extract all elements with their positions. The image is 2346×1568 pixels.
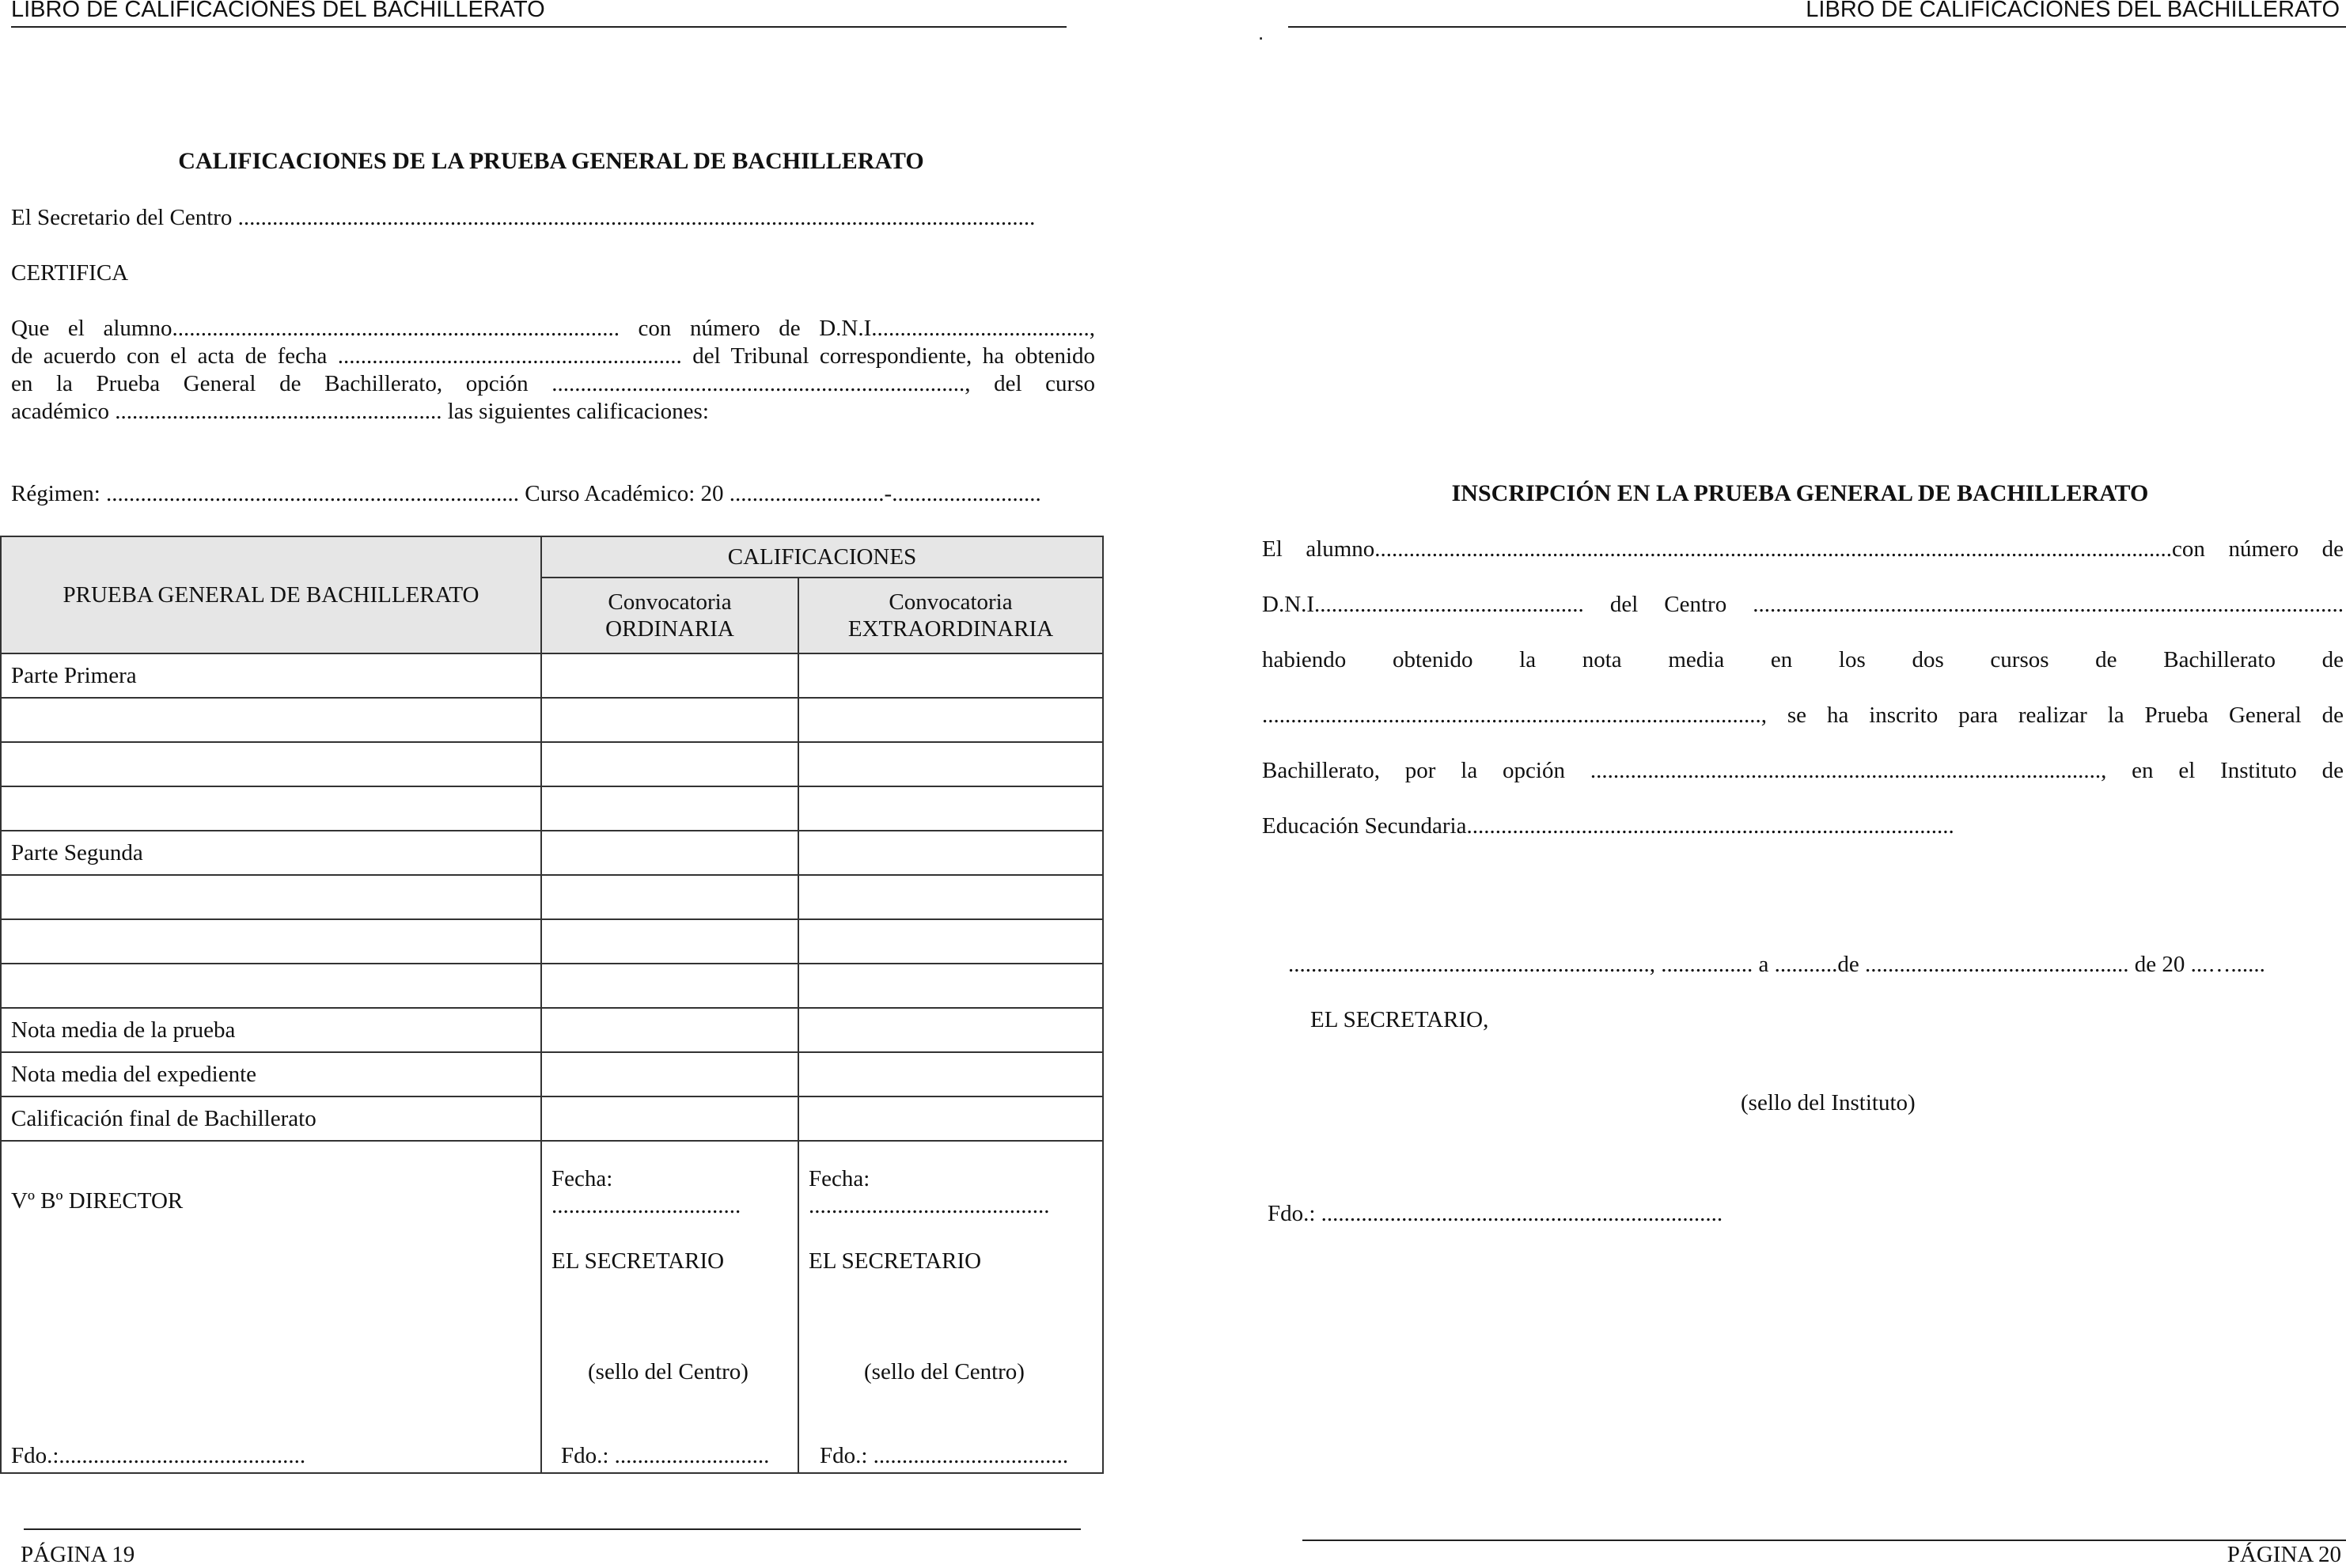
grade-extraordinaria-cell[interactable] [798, 742, 1103, 786]
left-header-rule [11, 26, 1067, 28]
right-header-mark: . [1258, 21, 1264, 44]
certifica-label: CERTIFICA [11, 260, 129, 286]
certify-line-2: de acuerdo con el acta de fecha ............................................................ del Tribunal correspondiente, ha obtenido [11, 343, 1095, 369]
inscription-line-5: Bachillerato, por la opción ........................................................................................., en el Instituto de [1262, 758, 2344, 783]
director-label: Vº Bº DIRECTOR [11, 1188, 184, 1214]
table-row [1, 919, 1103, 964]
table-header-calificaciones: CALIFICACIONES [541, 536, 1103, 578]
table-header-exam: PRUEBA GENERAL DE BACHILLERATO [1, 536, 541, 653]
row-label[interactable] [1, 786, 541, 831]
row-label: Nota media del expediente [1, 1052, 541, 1096]
table-row [1, 1052, 1103, 1096]
table-header-ordinaria [541, 578, 798, 653]
grade-ordinaria-cell[interactable] [541, 1052, 798, 1096]
grade-extraordinaria-cell[interactable] [798, 1052, 1103, 1096]
certify-line-1: Que el alumno.............................................................................. con número de D.N.I......................................, [11, 316, 1095, 341]
table-row [1, 698, 1103, 742]
ordinaria-line-2: ORDINARIA [605, 616, 734, 642]
sello-instituto: (sello del Instituto) [1741, 1090, 1916, 1115]
secretario-extraordinaria: EL SECRETARIO [809, 1248, 982, 1274]
inscription-line-4: ......................................................................................., se ha inscrito para realizar la Prueba General de [1262, 703, 2344, 728]
grade-extraordinaria-cell[interactable] [798, 831, 1103, 875]
grade-extraordinaria-cell[interactable] [798, 1008, 1103, 1052]
sello-extraordinaria: (sello del Centro) [864, 1359, 1025, 1384]
grades-table [0, 536, 1104, 1474]
secretario-line: El Secretario del Centro ........................................................................................................................................... [11, 205, 1036, 230]
table-row [1, 1008, 1103, 1052]
sello-ordinaria: (sello del Centro) [588, 1359, 749, 1384]
fecha-label-ordinaria: Fecha: [551, 1166, 613, 1191]
row-label[interactable] [1, 875, 541, 919]
grade-extraordinaria-cell[interactable] [798, 919, 1103, 964]
grade-extraordinaria-cell[interactable] [798, 964, 1103, 1008]
right-secretario: EL SECRETARIO, [1310, 1007, 1489, 1032]
inscription-line-6: Educación Secundaria..................................................................................... [1262, 813, 1954, 839]
left-page-number: PÁGINA 19 [21, 1542, 135, 1567]
grade-extraordinaria-cell[interactable] [798, 875, 1103, 919]
row-label[interactable] [1, 742, 541, 786]
grade-ordinaria-cell[interactable] [541, 831, 798, 875]
right-page-number: PÁGINA 20 [2227, 1542, 2341, 1567]
grade-extraordinaria-cell[interactable] [798, 786, 1103, 831]
inscription-line-1: El alumno...........................................................................................................................................con número de [1262, 536, 2344, 562]
table-row [1, 1096, 1103, 1141]
grade-extraordinaria-cell[interactable] [798, 698, 1103, 742]
right-header-rule [1288, 26, 2346, 28]
right-running-header: LIBRO DE CALIFICACIONES DEL BACHILLERATO [1806, 0, 2340, 22]
date-line: ..............................................................., ................ a ...........de .............................................. de 20 ...…...... [1288, 952, 2265, 977]
grade-ordinaria-cell[interactable] [541, 919, 798, 964]
extraordinaria-signature-cell [798, 1141, 1103, 1473]
row-label[interactable] [1, 964, 541, 1008]
table-row [1, 964, 1103, 1008]
inscription-title: INSCRIPCIÓN EN LA PRUEBA GENERAL DE BACHILLERATO [1451, 480, 2149, 506]
table-row [1, 653, 1103, 698]
grades-title: CALIFICACIONES DE LA PRUEBA GENERAL DE BACHILLERATO [178, 148, 924, 174]
ordinaria-signature-cell [541, 1141, 798, 1473]
grade-extraordinaria-cell[interactable] [798, 1096, 1103, 1141]
extraordinaria-line-2: EXTRAORDINARIA [847, 616, 1054, 642]
regimen-line: Régimen: ........................................................................ Curso Académico: 20 ...........................-.......................... [11, 481, 1041, 506]
right-footer-rule [1302, 1540, 2346, 1541]
left-running-header: LIBRO DE CALIFICACIONES DEL BACHILLERATO [11, 0, 545, 22]
table-header-extraordinaria [798, 578, 1103, 653]
inscription-line-3: habiendo obtenido la nota media en los dos cursos de Bachillerato de [1262, 647, 2344, 672]
table-row [1, 786, 1103, 831]
row-label: Parte Primera [1, 653, 541, 698]
signature-row [1, 1141, 1103, 1473]
certify-line-4: académico ......................................................... las siguientes calificaciones: [11, 399, 709, 424]
secretario-ordinaria: EL SECRETARIO [551, 1248, 725, 1274]
fdo-extraordinaria: Fdo.: .................................. [820, 1443, 1069, 1468]
fecha-dots-ordinaria: ................................. [551, 1193, 741, 1218]
right-fdo: Fdo.: ...................................................................... [1268, 1201, 1723, 1226]
grade-ordinaria-cell[interactable] [541, 964, 798, 1008]
fecha-label-extraordinaria: Fecha: [809, 1166, 870, 1191]
inscription-line-2: D.N.I............................................... del Centro ....................................................................................................... [1262, 592, 2344, 617]
table-row [1, 742, 1103, 786]
fdo-ordinaria: Fdo.: ........................... [561, 1443, 770, 1468]
row-label: Parte Segunda [1, 831, 541, 875]
director-fdo: Fdo.:........................................... [11, 1443, 306, 1468]
row-label[interactable] [1, 919, 541, 964]
table-row [1, 831, 1103, 875]
extraordinaria-line-1: Convocatoria [889, 589, 1013, 615]
grade-ordinaria-cell[interactable] [541, 1096, 798, 1141]
grade-ordinaria-cell[interactable] [541, 1008, 798, 1052]
grade-ordinaria-cell[interactable] [541, 653, 798, 698]
row-label[interactable] [1, 698, 541, 742]
grade-ordinaria-cell[interactable] [541, 786, 798, 831]
row-label: Calificación final de Bachillerato [1, 1096, 541, 1141]
grade-ordinaria-cell[interactable] [541, 742, 798, 786]
left-footer-rule [24, 1528, 1081, 1530]
row-label: Nota media de la prueba [1, 1008, 541, 1052]
fecha-dots-extraordinaria: .......................................... [809, 1193, 1050, 1218]
table-row [1, 875, 1103, 919]
director-signature-cell [1, 1141, 541, 1473]
grade-extraordinaria-cell[interactable] [798, 653, 1103, 698]
ordinaria-line-1: Convocatoria [608, 589, 732, 615]
grade-ordinaria-cell[interactable] [541, 875, 798, 919]
certify-line-3: en la Prueba General de Bachillerato, opción ........................................................................, del curso [11, 371, 1095, 396]
grade-ordinaria-cell[interactable] [541, 698, 798, 742]
